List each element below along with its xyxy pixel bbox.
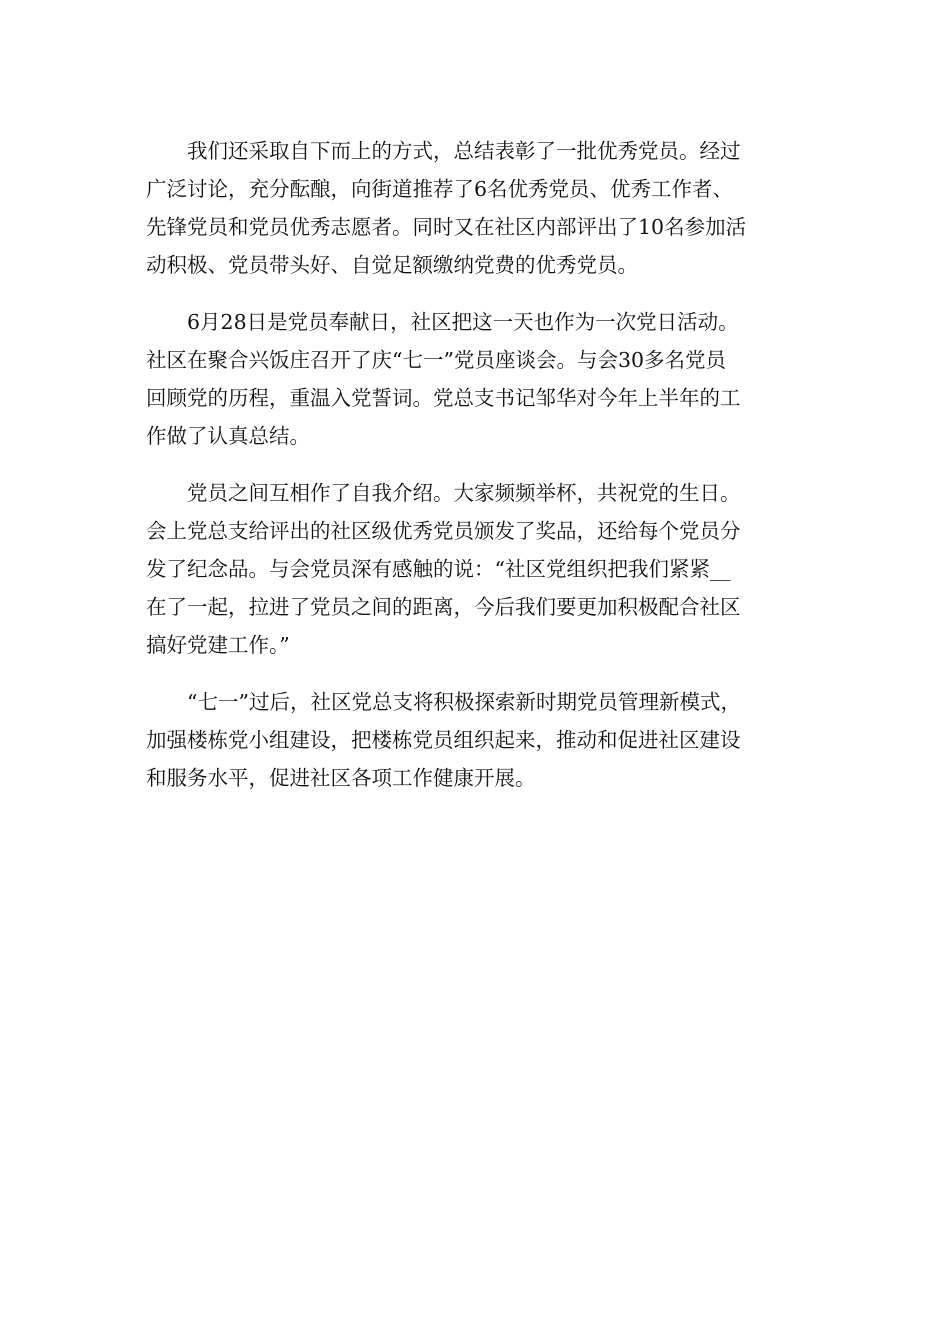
paragraph-line: 动积极、党员带头好、自觉足额缴纳党费的优秀党员。 xyxy=(146,253,638,277)
paragraph-line: 和服务水平，促进社区各项工作健康开展。 xyxy=(146,766,536,790)
paragraph-3 xyxy=(146,474,806,664)
document-body xyxy=(146,132,806,816)
paragraph-4 xyxy=(146,683,806,797)
paragraph-line: “七一”过后，社区党总支将积极探索新时期党员管理新模式， xyxy=(187,690,741,714)
paragraph-line: 发了纪念品。与会党员深有感触的说：“社区党组织把我们紧紧__ xyxy=(146,557,731,581)
paragraph-line: 广泛讨论，充分酝酿，向街道推荐了6名优秀党员、优秀工作者、 xyxy=(146,177,734,201)
paragraph-1 xyxy=(146,132,806,284)
paragraph-line: 党员之间互相作了自我介绍。大家频频举杯，共祝党的生日。 xyxy=(187,481,741,505)
paragraph-line: 我们还采取自下而上的方式，总结表彰了一批优秀党员。经过 xyxy=(187,139,741,163)
paragraph-line: 搞好党建工作。” xyxy=(146,633,290,657)
paragraph-line: 加强楼栋党小组建设，把楼栋党员组织起来，推动和促进社区建设 xyxy=(146,728,741,752)
paragraph-line: 6月28日是党员奉献日，社区把这一天也作为一次党日活动。 xyxy=(187,310,739,334)
paragraph-2 xyxy=(146,303,806,455)
paragraph-line: 会上党总支给评出的社区级优秀党员颁发了奖品，还给每个党员分 xyxy=(146,519,741,543)
paragraph-line: 先锋党员和党员优秀志愿者。同时又在社区内部评出了10名参加活 xyxy=(146,215,747,239)
paragraph-line: 作做了认真总结。 xyxy=(146,424,310,448)
paragraph-line: 回顾党的历程，重温入党誓词。党总支书记邹华对今年上半年的工 xyxy=(146,386,741,410)
paragraph-line: 在了一起，拉进了党员之间的距离，今后我们要更加积极配合社区 xyxy=(146,595,741,619)
paragraph-line: 社区在聚合兴饭庄召开了庆“七一”党员座谈会。与会30多名党员 xyxy=(146,348,727,372)
